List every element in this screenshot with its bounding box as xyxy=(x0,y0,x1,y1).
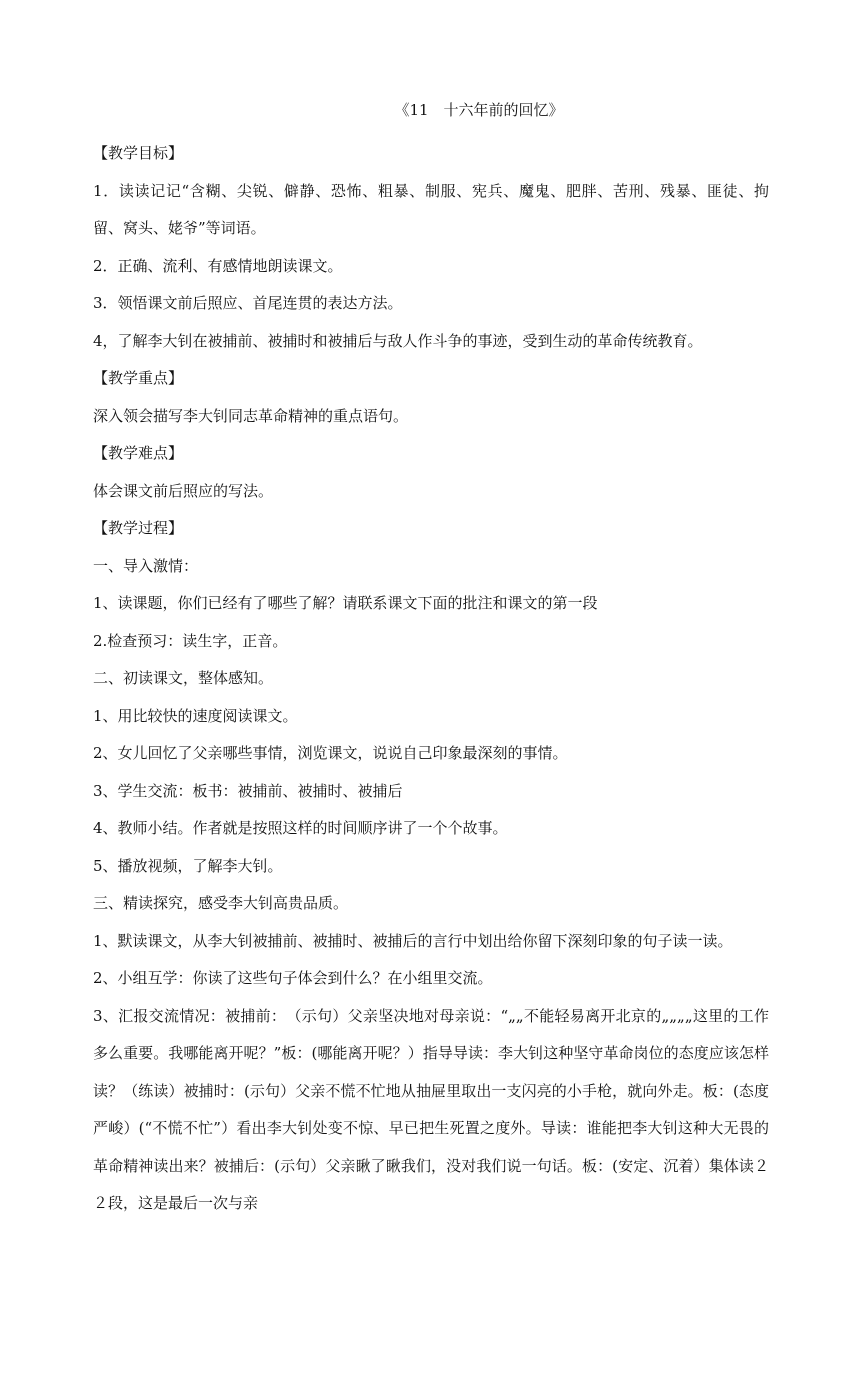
paragraph: 3．领悟课文前后照应、首尾连贯的表达方法。 xyxy=(93,294,403,312)
paragraph: 2、女儿回忆了父亲哪些事情，浏览课文，说说自己印象最深刻的事情。 xyxy=(93,744,568,762)
paragraph: 5、播放视频，了解李大钊。 xyxy=(93,856,283,875)
paragraph: 3、学生交流：板书：被捕前、被捕时、被捕后 xyxy=(93,781,403,800)
paragraph: 三、精读探究，感受李大钊高贵品质。 xyxy=(93,894,349,912)
document-title: 《11 十六年前的回忆》 xyxy=(394,101,564,119)
paragraph: 4，了解李大钊在被捕前、被捕时和被捕后与敌人作斗争的事迹，受到生动的革命传统教育。 xyxy=(93,331,703,350)
paragraph: 2、小组互学：你读了这些句子体会到什么？在小组里交流。 xyxy=(93,969,493,987)
section-heading-process: 【教学过程】 xyxy=(93,519,184,537)
section-heading-difficulties: 【教学难点】 xyxy=(93,444,184,462)
paragraph: 3、汇报交流情况：被捕前： （示句）父亲坚决地对母亲说：“„„不能轻易离开北京的„„„„这里的工作多么重要。我哪能离开呢？”板：(哪能离开呢？）指导导读：李大钊这种坚守革命岗位的态度应该怎样读？（练读）被捕时：(示句）父亲不慌不忙地从抽屉里取出一支闪亮的小手枪，就向外走。板：(态度严峻）(“不慌不忙”）看出李大钊处变不惊、早已把生死置之度外。导读：谁能把李大钊这种大无畏的革命精神读出来？被捕后：(示句）父亲瞅了瞅我们，没对我们说一句话。板：(安定、沉着）集体读２２段，这是最后一次与亲 xyxy=(93,1006,769,1212)
paragraph: 2．正确、流利、有感情地朗读课文。 xyxy=(93,256,343,275)
paragraph: 2.检查预习：读生字，正音。 xyxy=(93,631,288,650)
paragraph: 一、导入激情： xyxy=(93,556,199,575)
paragraph: 1、用比较快的速度阅读课文。 xyxy=(93,706,298,725)
paragraph: 体会课文前后照应的写法。 xyxy=(93,481,274,500)
section-heading-goals: 【教学目标】 xyxy=(93,144,184,162)
section-heading-key-points: 【教学重点】 xyxy=(93,369,184,387)
document-page xyxy=(93,100,769,1223)
paragraph: 1、默读课文，从李大钊被捕前、被捕时、被捕后的言行中划出给你留下深刻印象的句子读一读。 xyxy=(93,931,733,950)
paragraph: 二、初读课文，整体感知。 xyxy=(93,669,274,687)
paragraph: 1．读读记记“含糊、尖锐、僻静、恐怖、粗暴、制服、宪兵、魔鬼、肥胖、苦刑、残暴、匪徒、拘留、窝头、姥爷”等词语。 xyxy=(93,181,769,237)
paragraph: 4、教师小结。作者就是按照这样的时间顺序讲了一个个故事。 xyxy=(93,819,508,837)
paragraph: 深入领会描写李大钊同志革命精神的重点语句。 xyxy=(93,406,409,425)
paragraph: 1、读课题，你们已经有了哪些了解？请联系课文下面的批注和课文的第一段 xyxy=(93,594,598,612)
